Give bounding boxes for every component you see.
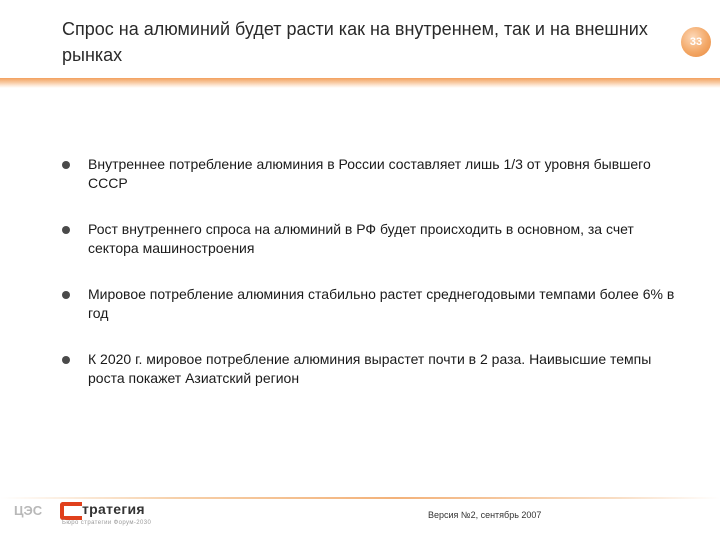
bullet-text: К 2020 г. мировое потребление алюминия вырастет почти в 2 раза. Наивысшие темпы роста покажет Азиатский регион bbox=[88, 351, 652, 386]
page-number: 33 bbox=[689, 36, 703, 48]
bullet-list bbox=[62, 155, 682, 415]
bullet-item bbox=[62, 155, 682, 193]
company-logo bbox=[14, 498, 174, 528]
bullet-text: Рост внутреннего спроса на алюминий в РФ будет происходить в основном, за счет сектора машиностроения bbox=[88, 221, 634, 256]
page-number-badge bbox=[681, 27, 711, 57]
bullet-dot-icon bbox=[62, 226, 70, 234]
bullet-item bbox=[62, 285, 682, 323]
bullet-item bbox=[62, 350, 682, 388]
bullet-dot-icon bbox=[62, 291, 70, 299]
logo-c-mark-icon bbox=[60, 502, 82, 520]
bullet-text: Внутреннее потребление алюминия в России составляет лишь 1/3 от уровня бывшего СССР bbox=[88, 156, 651, 191]
bullet-dot-icon bbox=[62, 161, 70, 169]
bullet-dot-icon bbox=[62, 356, 70, 364]
bullet-text: Мировое потребление алюминия стабильно растет среднегодовыми темпами более 6% в год bbox=[88, 286, 675, 321]
slide-title: Спрос на алюминий будет расти как на внутреннем, так и на внешних рынках bbox=[62, 19, 648, 65]
bullet-item bbox=[62, 220, 682, 258]
logo-prefix: ЦЭС bbox=[14, 503, 43, 518]
header-divider bbox=[0, 78, 720, 88]
version-label: Версия №2, сентябрь 2007 bbox=[428, 510, 542, 520]
logo-word: тратегия bbox=[82, 501, 145, 517]
logo-tagline: Бюро стратегии Форум-2030 bbox=[62, 520, 152, 526]
